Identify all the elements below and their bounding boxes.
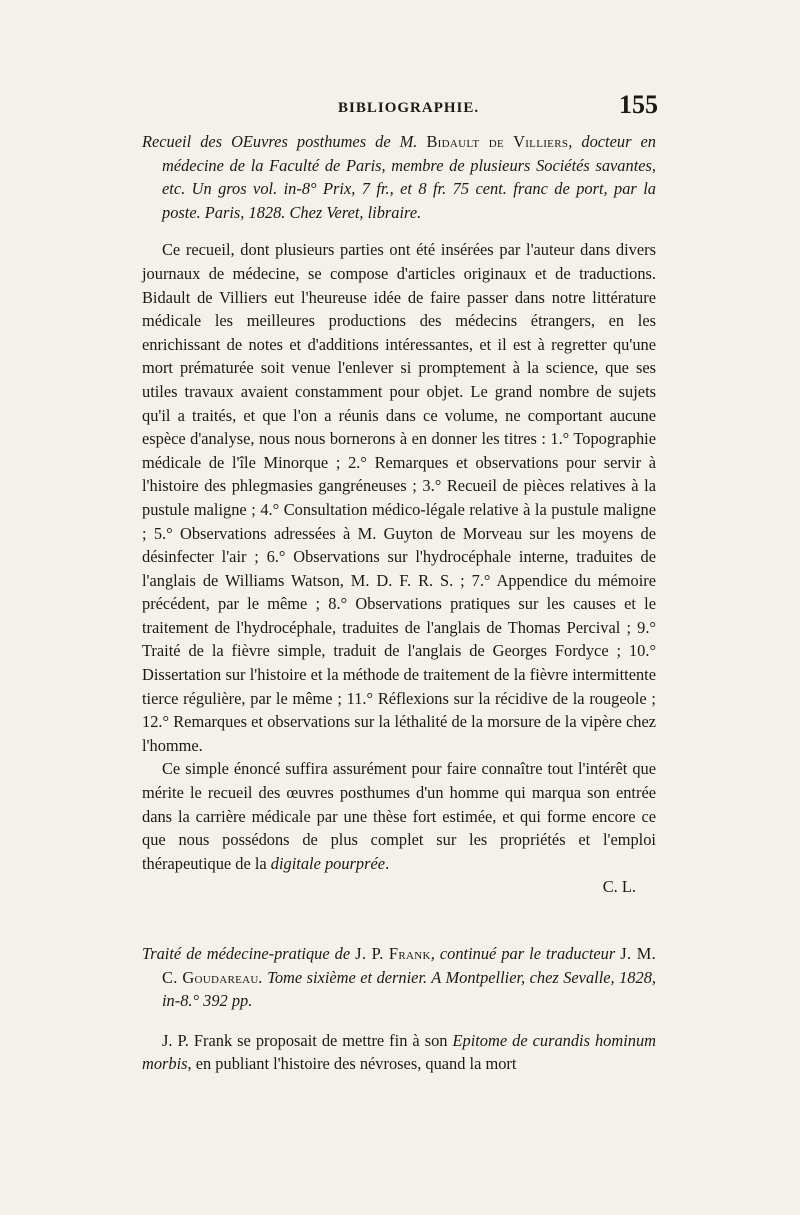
entry2-citation-mid: , continué par le traducteur	[430, 944, 621, 963]
entry1-citation-rest: , docteur en médecine de la Faculté de Paris, membre de plusieurs Sociétés savantes, etc. Un gros vol. in-8° Prix, 7 fr., et 8 fr. 75 cent. franc de port, par la poste. Paris, 1828. Chez Veret, libraire.	[162, 132, 656, 222]
spacer	[142, 1013, 656, 1029]
entry1-signature: C. L.	[602, 877, 636, 897]
entry2-paragraph-start: J. P. Frank se proposait de mettre fin à son	[162, 1030, 453, 1050]
entry2-citation	[142, 942, 656, 1013]
entry2-paragraph-italic: Epitome de curandis hominum morbis	[142, 1030, 656, 1074]
page-number: 155	[619, 90, 658, 119]
entry1-citation-intro: Recueil des OEuvres posthumes de M.	[142, 132, 427, 151]
entry2-paragraph	[142, 1029, 656, 1076]
page-header	[140, 90, 658, 130]
entry2-citation-intro: Traité de médecine-pratique de	[142, 944, 356, 963]
running-title: BIBLIOGRAPHIE.	[338, 100, 480, 116]
spacer	[142, 224, 656, 238]
entry1-paragraph2	[142, 757, 656, 875]
entry2-citation-translator: J. M. C. Goudareau	[162, 944, 656, 987]
section-divider	[142, 921, 656, 922]
page-content	[142, 130, 656, 1076]
entry2-citation-author: J. P. Frank	[355, 944, 431, 963]
entry2-citation-rest: . Tome sixième et dernier. A Montpellier, chez Sevalle, 1828, in-8.° 392 pp.	[162, 967, 656, 1011]
entry1-citation-author: Bidault de Villiers	[426, 132, 569, 151]
entry1-paragraph2-end: .	[385, 853, 390, 873]
entry2-paragraph-end: , en publiant l'histoire des névroses, quand la mort	[187, 1054, 517, 1074]
entry1-paragraph2-start: Ce simple énoncé suffira assurément pour faire connaître tout l'intérêt que mérite le recueil des œuvres posthumes d'un homme qui marqua son entrée dans la carrière médicale par une thèse fort estimée, et qui forme encore ce que nous possédons de plus complet sur les propriétés et l'emploi thérapeutique de la	[142, 759, 656, 873]
entry1-paragraph1: Ce recueil, dont plusieurs parties ont été insérées par l'auteur dans divers journaux de médecine, se compose d'articles originaux et de traductions. Bidault de Villiers eut l'heureuse idée de faire passer dans notre littérature médicale les meilleures productions des médecins étrangers, en les enrichissant de notes et d'additions intéressantes, et il est à regretter qu'une mort prématurée soit venue l'enlever si promptement à la science, que ses utiles travaux avaient constamment pour objet. Le grand nombre de sujets qu'il a traités, et que l'on a réunis dans ce volume, ne comportant aucune espèce d'analyse, nous nous bornerons à en donner les titres : 1.° Topographie médicale de l'île Minorque ; 2.° Remarques et observations pour servir à l'histoire des phlegmasies gangréneuses ; 3.° Recueil de pièces relatives à la pustule maligne ; 4.° Consultation médico-légale relative à la pustule maligne ; 5.° Observations adressées à M. Guyton de Morveau sur les moyens de désinfecter l'air ; 6.° Observations sur l'hydrocéphale interne, traduites de l'anglais de Williams Watson, M. D. F. R. S. ; 7.° Appendice du mémoire précédent, par le même ; 8.° Observations pratiques sur les causes et le traitement de l'hydrocéphale, traduites de l'anglais de Thomas Percival ; 9.° Traité de la fièvre simple, traduit de l'anglais de Georges Fordyce ; 10.° Dissertation sur l'histoire et la méthode de traitement de la fièvre intermittente tierce régulière, par le même ; 11.° Réflexions sur la récidive de la rougeole ; 12.° Remarques et observations sur la léthalité de la morsure de la vipère chez l'homme.	[142, 240, 656, 755]
entry1-paragraph2-italic: digitale pourprée	[270, 853, 386, 873]
entry1-citation	[142, 130, 656, 224]
